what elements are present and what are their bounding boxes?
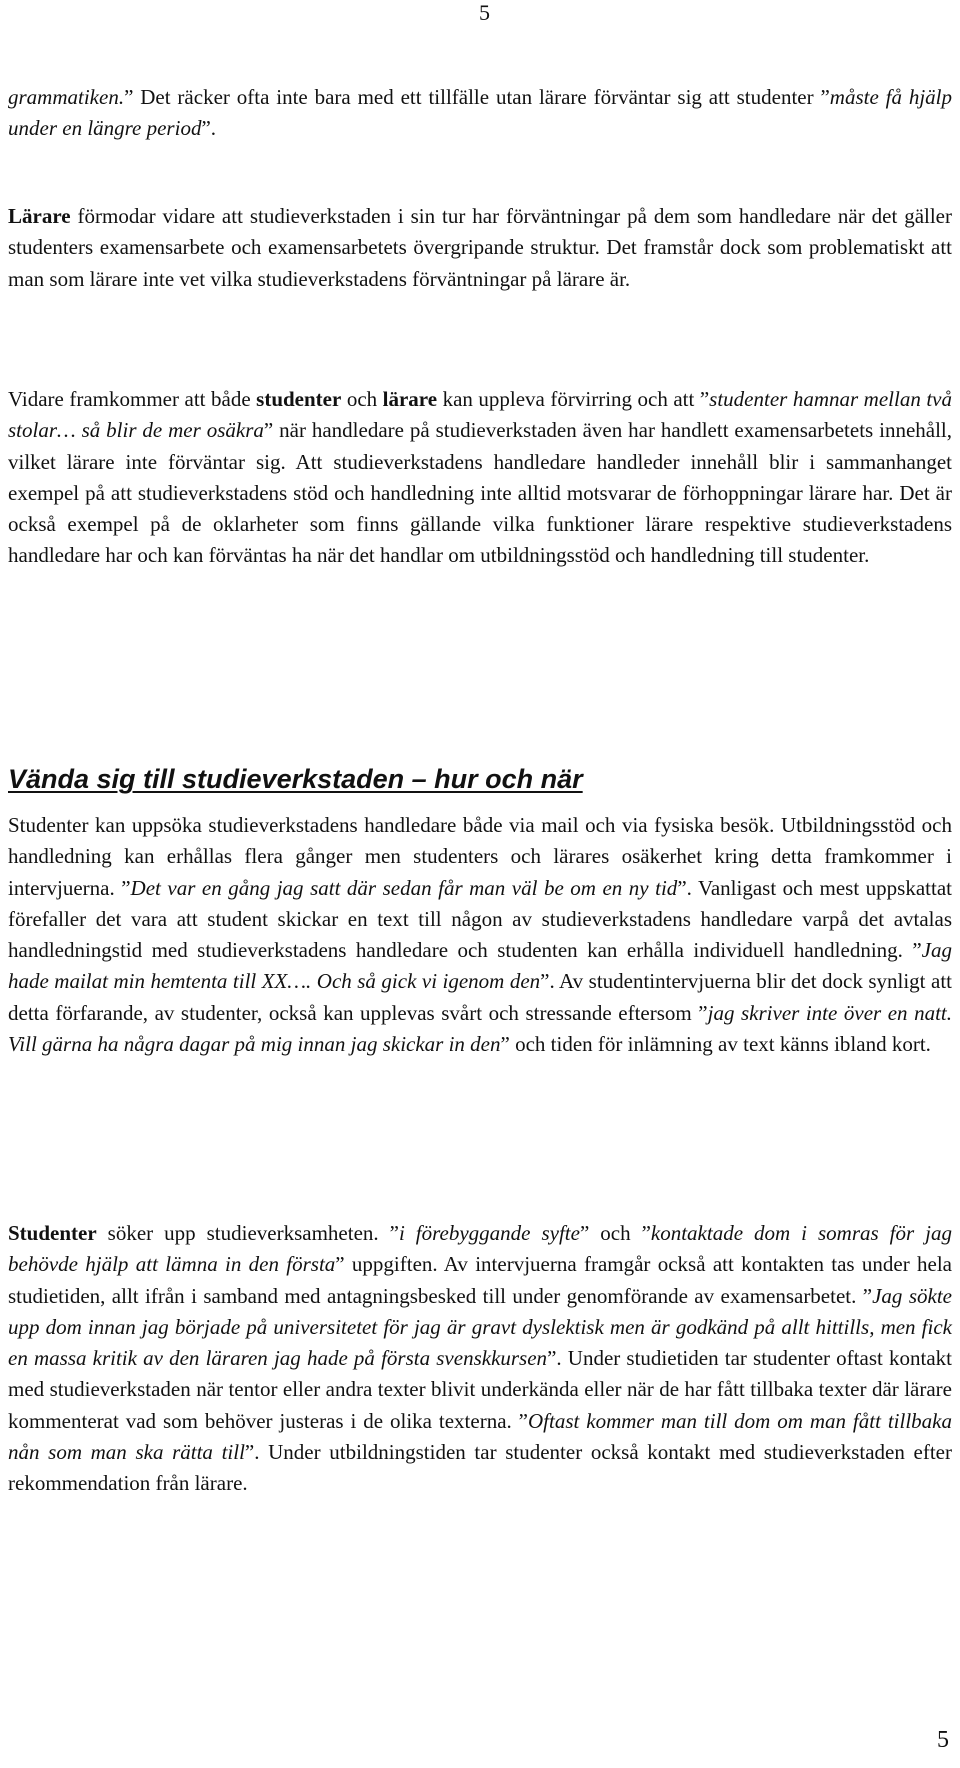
paragraph-3 xyxy=(8,384,952,572)
paragraph-4 xyxy=(8,810,952,1060)
p5-run-5: ” uppgiften. Av intervjuerna framgår också att kontakten tas under hela studietiden, allt ifrån i samband med antagningsbesked till under genomförande av examensarbetet. ” xyxy=(8,1252,952,1308)
paragraph-5 xyxy=(8,1218,952,1500)
p5-run-3: ” och ” xyxy=(579,1221,651,1245)
p5-run-4: kontaktade dom i somras för jag behövde hjälp att lämna in den första xyxy=(8,1221,953,1277)
section-heading: Vända sig till studieverkstaden – hur och när xyxy=(8,764,583,794)
p5-run-0: Studenter xyxy=(8,1221,97,1245)
p3-run-4: kan uppleva förvirring och att ” xyxy=(437,387,710,411)
p3-run-1: studenter xyxy=(256,387,342,411)
p3-run-2: och xyxy=(341,387,383,411)
p5-run-7: ”. Under studietiden tar studenter oftast kontakt med studieverkstaden när tentor eller andra texter blivit underkända eller när de har fått tillbaka texter där lärare kommenterat vad som behöver justeras i de olika texterna. ” xyxy=(8,1346,952,1433)
p5-run-6: Jag sökte upp dom innan jag började på universitetet för jag är gravt dyslektisk men är godkänd på allt hittills, men fick en massa kritik av den läraren jag hade på första svenskkursen xyxy=(8,1283,952,1371)
p2-run-0: Lärare xyxy=(8,204,71,228)
p4-run-6: ” och tiden för inlämning av text känns ibland kort. xyxy=(500,1032,931,1057)
p3-run-0: Vidare framkommer att både xyxy=(8,387,257,411)
p5-run-1: söker upp studieverksamheten. ” xyxy=(96,1221,399,1245)
paragraph-2 xyxy=(8,201,952,295)
page-number-top: 5 xyxy=(479,0,490,25)
p1-run-3: ”. xyxy=(201,116,217,141)
p4-run-5: jag skriver inte över en natt. Vill gärna ha några dagar på mig innan jag skickar in den xyxy=(8,1000,952,1057)
p3-run-5: studenter hamnar mellan två stolar… så blir de mer osäkra xyxy=(8,387,952,443)
p4-run-3: Jag hade mailat min hemtenta till XX…. Och så gick vi igenom den xyxy=(8,938,952,994)
p1-run-1: ” Det räcker ofta inte bara med ett tillfälle utan lärare förväntar sig att studenter ” xyxy=(124,85,830,109)
p3-run-6: ” när handledare på studieverkstaden även har handlett examensarbetets innehåll, vilket lärare inte förväntar sig. Att studieverkstadens handledare handleder innehåll blir i sammanhanget exempel på att studieverkstadens stöd och handledning inte alltid motsvarar de förhoppningar lärare har. Det är också exempel på de oklarheter som finns gällande vilka funktioner lärare respektive studieverkstadens handledare har och kan förväntas ha när det handlar om utbildningsstöd och handledning till studenter. xyxy=(8,418,952,568)
p5-run-8: Oftast kommer man till dom om man fått tillbaka nån som man ska rätta till xyxy=(8,1408,952,1465)
p4-run-0: Studenter kan uppsöka studieverkstadens handledare både via mail och via fysiska besök. Utbildningsstöd och handledning kan erhållas flera gånger men studenters och lärares osäkerhet kring detta framkommer i intervjuerna. ” xyxy=(8,813,952,900)
p2-run-1: förmodar vidare att studieverkstaden i sin tur har förväntningar på dem som handledare när det gäller studenters examensarbete och examensarbetets övergripande struktur. Det framstår dock som problematiskt att man som lärare inte vet vilka studieverkstadens förväntningar på lärare är. xyxy=(8,204,952,291)
p5-run-9: ”. Under utbildningstiden tar studenter också kontakt med studieverkstaden efter rekommendation från lärare. xyxy=(8,1440,952,1496)
p3-run-3: lärare xyxy=(382,387,438,411)
page-number-bottom: 5 xyxy=(937,1727,949,1753)
paragraph-1 xyxy=(8,82,952,145)
p1-run-2: måste få hjälp under en längre period xyxy=(8,85,952,141)
p4-run-2: ”. Vanligast och mest uppskattat förefaller det vara att student skickar en text till någon av studieverkstadens handledare varpå det avtalas handledningstid med studieverkstadens handledare och studenten kan erhålla individuell handledning. ” xyxy=(8,875,953,963)
p5-run-2: i förebyggande syfte xyxy=(398,1221,580,1245)
p1-run-0: grammatiken. xyxy=(8,85,125,109)
p4-run-1: Det var en gång jag satt där sedan får man väl be om en ny tid xyxy=(130,875,678,900)
p4-run-4: ”. Av studentintervjuerna blir det dock synligt att detta förfarande, av studenter, också kan upplevas svårt och stressande eftersom ” xyxy=(8,969,952,1025)
